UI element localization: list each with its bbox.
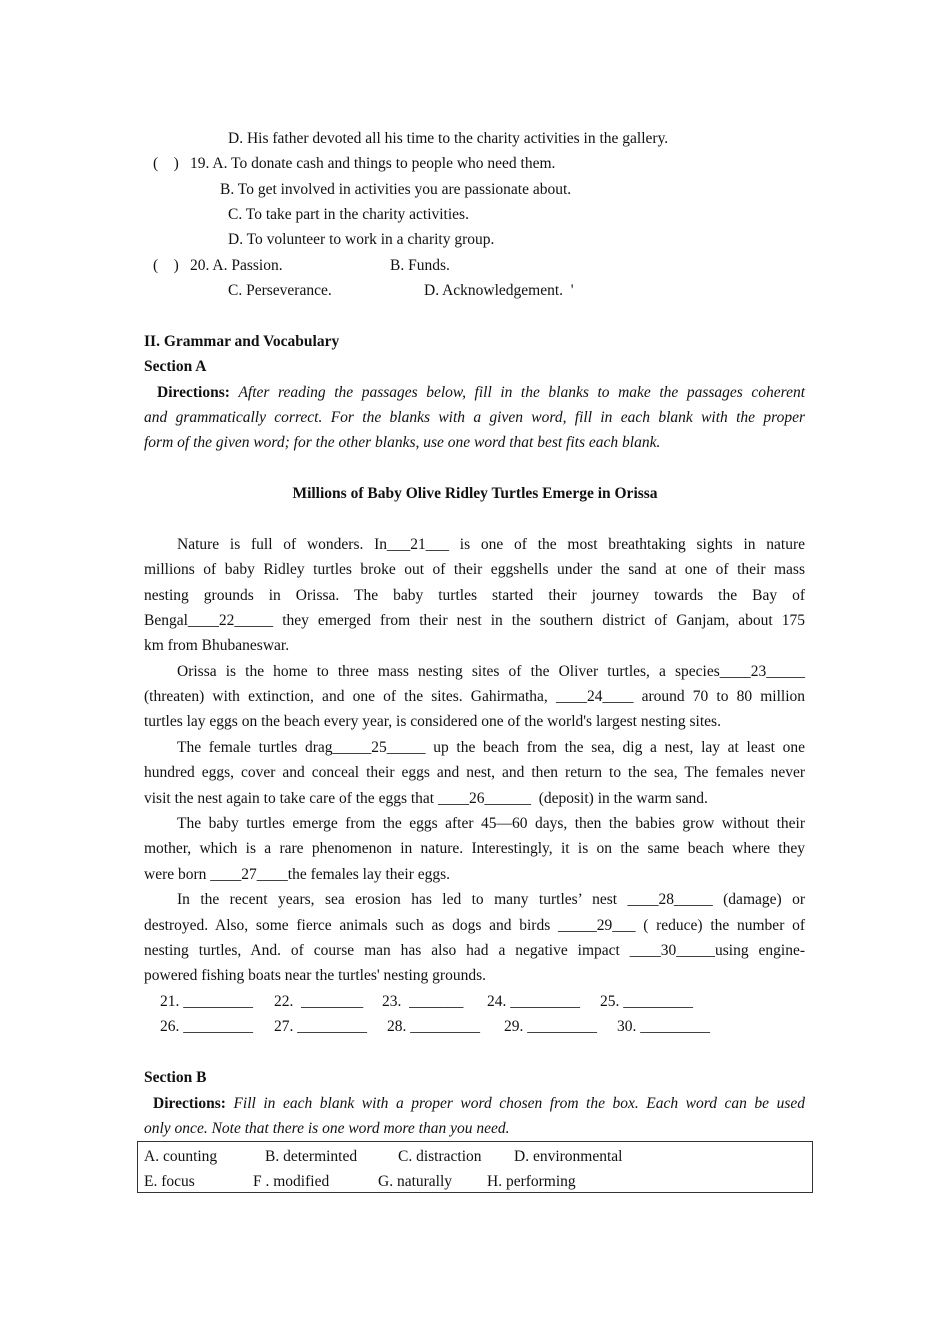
passage-line-8: turtles lay eggs on the beach every year, is considered one of the world's largest nesting sites. bbox=[144, 713, 721, 730]
word-box bbox=[137, 1141, 813, 1193]
q19-answer-paren: ( ) bbox=[153, 155, 179, 172]
b-directions-line-1 bbox=[144, 1094, 805, 1114]
answer-blank-23[interactable]: 23. _______ bbox=[382, 993, 464, 1010]
directions-text-1: After reading the passages below, fill in the blanks to make the passages coherent bbox=[238, 384, 805, 401]
word-option-g: G. naturally bbox=[378, 1173, 453, 1190]
passage-title: Millions of Baby Olive Ridley Turtles Emerge in Orissa bbox=[292, 485, 658, 502]
word-option-e: E. focus bbox=[144, 1173, 195, 1190]
q18-option-d: D. His father devoted all his time to the charity activities in the gallery. bbox=[228, 130, 669, 147]
section-a-heading: Section A bbox=[144, 358, 207, 375]
q20-option-c: C. Perseverance. bbox=[228, 282, 332, 299]
b-directions-line-2: only once. Note that there is one word more than you need. bbox=[144, 1120, 510, 1137]
answer-blank-30[interactable]: 30. _________ bbox=[617, 1018, 710, 1035]
directions-line-2: and grammatically correct. For the blanks with a given word, fill in each blank with the proper bbox=[144, 409, 805, 426]
passage-line-14: were born ____27____the females lay their eggs. bbox=[144, 866, 451, 883]
passage-line-18: powered fishing boats near the turtles' nesting grounds. bbox=[144, 967, 486, 984]
part2-heading: II. Grammar and Vocabulary bbox=[144, 333, 340, 350]
word-option-f: F . modified bbox=[253, 1173, 330, 1190]
q19-option-c: C. To take part in the charity activities. bbox=[228, 206, 469, 223]
q20-option-d: D. Acknowledgement. ' bbox=[424, 282, 574, 299]
directions-label: Directions: bbox=[157, 384, 230, 401]
word-option-c: C. distraction bbox=[398, 1148, 482, 1165]
passage-line-10: hundred eggs, cover and conceal their eggs and nest, and then return to the sea, The females never bbox=[144, 764, 805, 781]
directions-line-3: form of the given word; for the other blanks, use one word that best fits each blank. bbox=[144, 434, 661, 451]
directions-line-1 bbox=[144, 383, 805, 403]
q19-option-a: 19. A. To donate cash and things to people who need them. bbox=[190, 155, 556, 172]
passage-line-9: The female turtles drag_____25_____ up the beach from the sea, dig a nest, lay at least one bbox=[177, 739, 805, 756]
passage-line-3: nesting grounds in Orissa. The baby turtles started their journey towards the Bay of bbox=[144, 587, 805, 604]
q19-option-d: D. To volunteer to work in a charity group. bbox=[228, 231, 495, 248]
q20-answer-paren: ( ) bbox=[153, 257, 179, 274]
passage-line-17: nesting turtles, And. of course man has also had a negative impact ____30_____using engine- bbox=[144, 942, 805, 959]
answer-blank-24[interactable]: 24. _________ bbox=[487, 993, 580, 1010]
q19-option-b: B. To get involved in activities you are passionate about. bbox=[220, 181, 572, 198]
answer-blank-25[interactable]: 25. _________ bbox=[600, 993, 693, 1010]
passage-line-12: The baby turtles emerge from the eggs after 45—60 days, then the babies grow without their bbox=[177, 815, 805, 832]
passage-line-4: Bengal____22_____ they emerged from their nest in the southern district of Ganjam, about 175 bbox=[144, 612, 805, 629]
answer-blank-22[interactable]: 22. ________ bbox=[274, 993, 364, 1010]
passage-line-11: visit the nest again to take care of the eggs that ____26______ (deposit) in the warm sand. bbox=[144, 790, 708, 807]
q20-option-b: B. Funds. bbox=[390, 257, 450, 274]
word-option-h: H. performing bbox=[487, 1173, 576, 1190]
passage-line-5: km from Bhubaneswar. bbox=[144, 637, 290, 654]
answer-blank-28[interactable]: 28. _________ bbox=[387, 1018, 480, 1035]
section-b-heading: Section B bbox=[144, 1069, 207, 1086]
passage-line-1: Nature is full of wonders. In___21___ is one of the most breathtaking sights in nature bbox=[177, 536, 805, 553]
passage-line-13: mother, which is a rare phenomenon in nature. Interestingly, it is on the same beach where they bbox=[144, 840, 805, 857]
word-option-b: B. determinted bbox=[265, 1148, 358, 1165]
q20-option-a: 20. A. Passion. bbox=[190, 257, 283, 274]
passage-line-7: (threaten) with extinction, and one of the sites. Gahirmatha, ____24____ around 70 to 80 million bbox=[144, 688, 805, 705]
passage-line-16: destroyed. Also, some fierce animals such as dogs and birds _____29___ ( reduce) the number of bbox=[144, 917, 805, 934]
answer-blank-29[interactable]: 29. _________ bbox=[504, 1018, 597, 1035]
word-option-d: D. environmental bbox=[514, 1148, 623, 1165]
passage-line-15: In the recent years, sea erosion has led to many turtles’ nest ____28_____ (damage) or bbox=[177, 891, 805, 908]
word-option-a: A. counting bbox=[144, 1148, 218, 1165]
b-directions-text-1: Fill in each blank with a proper word chosen from the box. Each word can be used bbox=[233, 1095, 806, 1112]
answer-blank-27[interactable]: 27. _________ bbox=[274, 1018, 367, 1035]
passage-line-6: Orissa is the home to three mass nesting sites of the Oliver turtles, a species____23_____ bbox=[177, 663, 805, 680]
passage-line-2: millions of baby Ridley turtles broke out of their eggshells under the sand at one of their mass bbox=[144, 561, 805, 578]
b-directions-label: Directions: bbox=[153, 1095, 226, 1112]
answer-blank-26[interactable]: 26. _________ bbox=[160, 1018, 253, 1035]
answer-blank-21[interactable]: 21. _________ bbox=[160, 993, 253, 1010]
